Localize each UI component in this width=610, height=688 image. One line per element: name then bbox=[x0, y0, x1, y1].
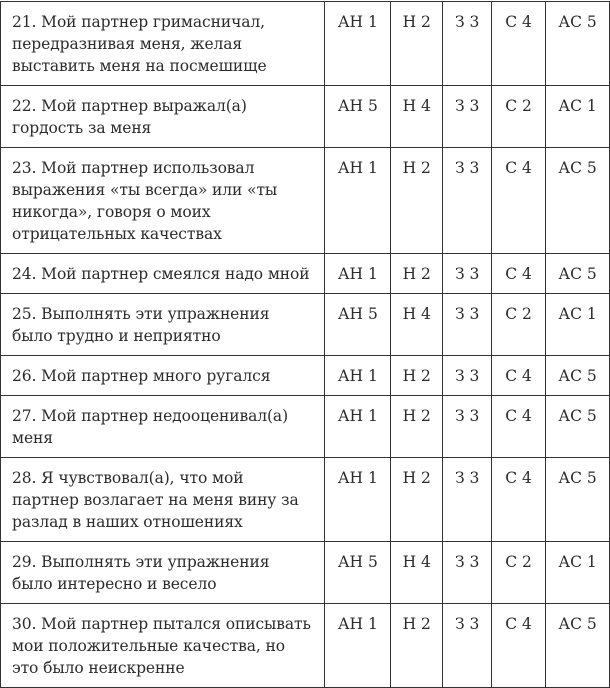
question-text: 30. Мой партнер пытался описывать мои положительные качества, но это было неискренне bbox=[1, 604, 325, 688]
option-n[interactable]: Н 2 bbox=[391, 604, 443, 688]
table-row bbox=[1, 458, 610, 542]
option-s[interactable]: С 4 bbox=[492, 2, 546, 86]
question-text: 28. Я чувствовал(а), что мой партнер возлагает на меня вину за разлад в наших отношениях bbox=[1, 458, 325, 542]
table-row bbox=[1, 148, 610, 254]
option-an[interactable]: АН 1 bbox=[325, 458, 391, 542]
option-an[interactable]: АН 1 bbox=[325, 356, 391, 396]
question-text: 23. Мой партнер использовал выражения «ты всегда» или «ты никогда», говоря о моих отрицательных качествах bbox=[1, 148, 325, 254]
option-s[interactable]: С 4 bbox=[492, 396, 546, 458]
question-text: 22. Мой партнер выражал(а) гордость за меня bbox=[1, 86, 325, 148]
option-as[interactable]: АС 5 bbox=[546, 2, 610, 86]
option-as[interactable]: АС 1 bbox=[546, 86, 610, 148]
option-n[interactable]: Н 2 bbox=[391, 458, 443, 542]
option-z[interactable]: З 3 bbox=[443, 148, 492, 254]
table-row bbox=[1, 254, 610, 294]
option-an[interactable]: АН 5 bbox=[325, 86, 391, 148]
option-s[interactable]: С 2 bbox=[492, 86, 546, 148]
table-row bbox=[1, 604, 610, 688]
question-text: 21. Мой партнер гримасничал, передразнивая меня, желая выставить меня на посмешище bbox=[1, 2, 325, 86]
table-row bbox=[1, 294, 610, 356]
option-an[interactable]: АН 1 bbox=[325, 254, 391, 294]
option-an[interactable]: АН 1 bbox=[325, 2, 391, 86]
option-z[interactable]: З 3 bbox=[443, 86, 492, 148]
question-text: 27. Мой партнер недооценивал(а) меня bbox=[1, 396, 325, 458]
option-z[interactable]: З 3 bbox=[443, 356, 492, 396]
option-z[interactable]: З 3 bbox=[443, 294, 492, 356]
option-n[interactable]: Н 4 bbox=[391, 294, 443, 356]
option-n[interactable]: Н 2 bbox=[391, 2, 443, 86]
option-as[interactable]: АС 5 bbox=[546, 604, 610, 688]
option-z[interactable]: З 3 bbox=[443, 396, 492, 458]
option-an[interactable]: АН 1 bbox=[325, 396, 391, 458]
option-s[interactable]: С 4 bbox=[492, 148, 546, 254]
option-s[interactable]: С 2 bbox=[492, 294, 546, 356]
option-n[interactable]: Н 2 bbox=[391, 396, 443, 458]
option-n[interactable]: Н 2 bbox=[391, 148, 443, 254]
option-z[interactable]: З 3 bbox=[443, 2, 492, 86]
option-z[interactable]: З 3 bbox=[443, 542, 492, 604]
option-s[interactable]: С 4 bbox=[492, 356, 546, 396]
option-z[interactable]: З 3 bbox=[443, 458, 492, 542]
option-n[interactable]: Н 2 bbox=[391, 254, 443, 294]
option-z[interactable]: З 3 bbox=[443, 254, 492, 294]
table-row bbox=[1, 86, 610, 148]
table-row bbox=[1, 396, 610, 458]
questionnaire-table bbox=[0, 1, 610, 688]
option-an[interactable]: АН 1 bbox=[325, 604, 391, 688]
table-row bbox=[1, 2, 610, 86]
option-an[interactable]: АН 5 bbox=[325, 294, 391, 356]
table-row bbox=[1, 356, 610, 396]
option-as[interactable]: АС 5 bbox=[546, 458, 610, 542]
option-as[interactable]: АС 5 bbox=[546, 356, 610, 396]
question-text: 29. Выполнять эти упражнения было интересно и весело bbox=[1, 542, 325, 604]
option-n[interactable]: Н 4 bbox=[391, 86, 443, 148]
question-text: 25. Выполнять эти упражнения было трудно и неприятно bbox=[1, 294, 325, 356]
option-z[interactable]: З 3 bbox=[443, 604, 492, 688]
question-text: 26. Мой партнер много ругался bbox=[1, 356, 325, 396]
option-as[interactable]: АС 5 bbox=[546, 254, 610, 294]
option-n[interactable]: Н 4 bbox=[391, 542, 443, 604]
option-as[interactable]: АС 5 bbox=[546, 396, 610, 458]
table-row bbox=[1, 542, 610, 604]
option-s[interactable]: С 4 bbox=[492, 604, 546, 688]
option-as[interactable]: АС 1 bbox=[546, 542, 610, 604]
option-as[interactable]: АС 1 bbox=[546, 294, 610, 356]
question-text: 24. Мой партнер смеялся надо мной bbox=[1, 254, 325, 294]
option-an[interactable]: АН 1 bbox=[325, 148, 391, 254]
option-n[interactable]: Н 2 bbox=[391, 356, 443, 396]
option-s[interactable]: С 2 bbox=[492, 542, 546, 604]
option-as[interactable]: АС 5 bbox=[546, 148, 610, 254]
option-an[interactable]: АН 5 bbox=[325, 542, 391, 604]
option-s[interactable]: С 4 bbox=[492, 458, 546, 542]
option-s[interactable]: С 4 bbox=[492, 254, 546, 294]
